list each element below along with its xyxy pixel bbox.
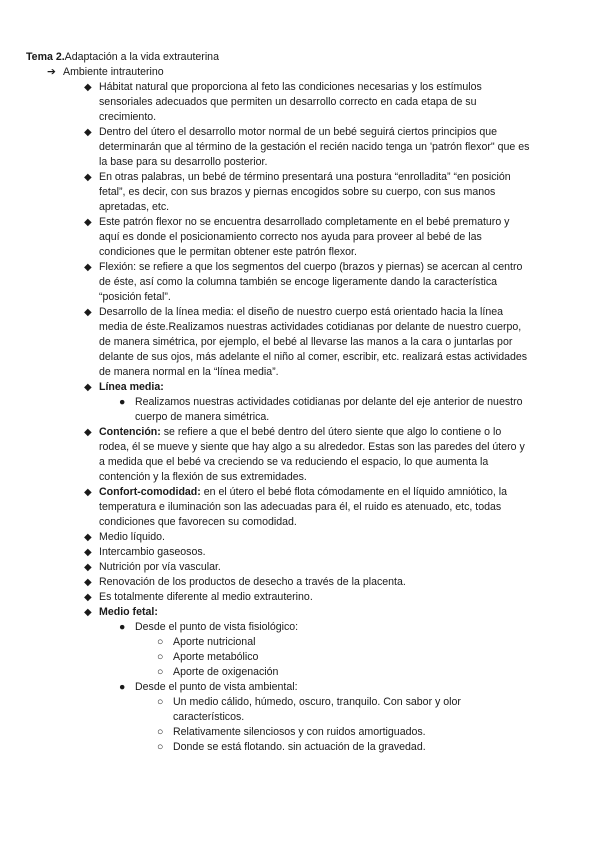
item-text: en el útero el bebé flota cómodamente en el líquido amniótico, la temperatura e iluminación son las adecuadas para él, el ruido es atenuado, etc, todas condiciones que favorecen su comodidad.	[99, 486, 508, 528]
diamond-bullet-icon: ◆	[84, 427, 92, 438]
diamond-bullet-icon: ◆	[84, 592, 92, 603]
item-text: Relativamente silenciosos y con ruidos amortiguados.	[173, 726, 426, 738]
diamond-bullet-icon: ◆	[84, 307, 92, 318]
list-item	[84, 485, 530, 530]
item-text: En otras palabras, un bebé de término presentará una postura “enrolladita” “en posición fetal”, es decir, con sus brazos y piernas encogidos sobre su cuerpo, con sus manos apretadas, etc.	[99, 171, 511, 213]
list-item	[84, 590, 530, 605]
item-text: Intercambio gaseosos.	[99, 546, 206, 558]
list-item	[84, 545, 530, 560]
diamond-bullet-icon: ◆	[84, 382, 92, 393]
list-item	[84, 125, 530, 170]
diamond-bullet-icon: ◆	[84, 532, 92, 543]
item-text: Desde el punto de vista fisiológico:	[135, 621, 299, 633]
item-text: se refiere a que el bebé dentro del útero siente que algo lo contiene o lo rodea, él se mueve y siente que hay algo a su alrededor. Estas son las paredes del útero y a medida que el bebé va creciendo se va reduciendo el espacio, lo que aumenta la contención y la flexión de sus extremidades.	[99, 426, 525, 483]
diamond-bullet-icon: ◆	[84, 127, 92, 138]
list-item	[84, 215, 530, 260]
dot-bullet-icon: ●	[119, 396, 126, 408]
title-label: Tema 2.	[26, 51, 65, 63]
title-text: Adaptación a la vida extrauterina	[64, 51, 219, 63]
circle-bullet-icon: ○	[157, 666, 164, 678]
page-title	[26, 50, 219, 65]
diamond-bullet-icon: ◆	[84, 172, 92, 183]
circle-bullet-icon: ○	[157, 651, 164, 663]
dot-bullet-icon: ●	[119, 681, 126, 693]
item-bold-label: Medio fetal:	[99, 606, 158, 618]
item-text: Flexión: se refiere a que los segmentos del cuerpo (brazos y piernas) se acercan al centro de éste, así como la columna también se encoge ligeramente dando la característica “posición fetal”.	[99, 261, 523, 303]
item-bold-label: Confort-comodidad:	[99, 486, 201, 498]
sub-sub-list-item	[84, 725, 530, 740]
item-text: Dentro del útero el desarrollo motor normal de un bebé seguirá ciertos principios que determinarán que al término de la gestación el recién nacido tenga un 'patrón flexor" que es la base para su desarrollo posterior.	[99, 126, 530, 168]
section-label: Ambiente intrauterino	[63, 66, 164, 78]
list-item	[84, 425, 530, 485]
sub-list-item	[84, 395, 530, 425]
item-text: Aporte metabólico	[173, 651, 259, 663]
list-item	[84, 560, 530, 575]
circle-bullet-icon: ○	[157, 696, 164, 708]
item-text: Es totalmente diferente al medio extrauterino.	[99, 591, 313, 603]
list-item	[84, 260, 530, 305]
item-text: Aporte nutricional	[173, 636, 256, 648]
sub-sub-list-item	[84, 665, 530, 680]
list-item	[84, 380, 530, 395]
diamond-bullet-icon: ◆	[84, 217, 92, 228]
diamond-bullet-icon: ◆	[84, 262, 92, 273]
circle-bullet-icon: ○	[157, 636, 164, 648]
list-item	[84, 170, 530, 215]
item-bold-label: Línea media:	[99, 381, 164, 393]
diamond-bullet-icon: ◆	[84, 562, 92, 573]
item-text: Aporte de oxigenación	[173, 666, 279, 678]
sub-sub-list-item	[84, 635, 530, 650]
list-item	[84, 530, 530, 545]
list-item	[84, 305, 530, 380]
sub-sub-list-item	[84, 740, 530, 755]
dot-bullet-icon: ●	[119, 621, 126, 633]
list-item	[84, 80, 530, 125]
item-text: Desde el punto de vista ambiental:	[135, 681, 298, 693]
item-bold-label: Contención:	[99, 426, 161, 438]
arrow-icon: ➔	[47, 66, 56, 78]
item-text: Este patrón flexor no se encuentra desarrollado completamente en el bebé prematuro y aquí es donde el posicionamiento correcto nos ayuda para proveer al bebé de las condiciones que le permitan obtener este patrón flexor.	[99, 216, 510, 258]
list-item	[84, 605, 530, 620]
circle-bullet-icon: ○	[157, 741, 164, 753]
sub-sub-list-item	[84, 650, 530, 665]
diamond-bullet-icon: ◆	[84, 487, 92, 498]
item-text: Hábitat natural que proporciona al feto las condiciones necesarias y los estímulos sensoriales adecuados que permiten un desarrollo correcto en cada etapa de su crecimiento.	[99, 81, 482, 123]
diamond-bullet-icon: ◆	[84, 82, 92, 93]
sub-sub-list-item	[84, 695, 530, 725]
item-text: Medio líquido.	[99, 531, 165, 543]
item-text: Un medio cálido, húmedo, oscuro, tranquilo. Con sabor y olor característicos.	[173, 696, 461, 723]
diamond-bullet-icon: ◆	[84, 577, 92, 588]
item-text: Desarrollo de la línea media: el diseño de nuestro cuerpo está orientado hacia la línea media de éste.Realizamos nuestras actividades cotidianas por delante de nuestro cuerpo, de manera simétrica, por ejemplo, el bebé al llevarse las manos a la cara o juntarlas por delante de sus ojos, más adelante el niño al comer, escribir, etc. realizará estas actividades de manera normal en la “línea media”.	[99, 306, 528, 378]
sub-list-item	[84, 620, 530, 635]
section-heading	[47, 65, 164, 80]
item-text: Donde se está flotando. sin actuación de la gravedad.	[173, 741, 426, 753]
item-text: Realizamos nuestras actividades cotidianas por delante del eje anterior de nuestro cuerpo de manera simétrica.	[135, 396, 523, 423]
list-item	[84, 575, 530, 590]
bullet-list	[84, 80, 530, 755]
diamond-bullet-icon: ◆	[84, 607, 92, 618]
sub-list-item	[84, 680, 530, 695]
diamond-bullet-icon: ◆	[84, 547, 92, 558]
item-text: Nutrición por vía vascular.	[99, 561, 221, 573]
circle-bullet-icon: ○	[157, 726, 164, 738]
item-text: Renovación de los productos de desecho a través de la placenta.	[99, 576, 406, 588]
